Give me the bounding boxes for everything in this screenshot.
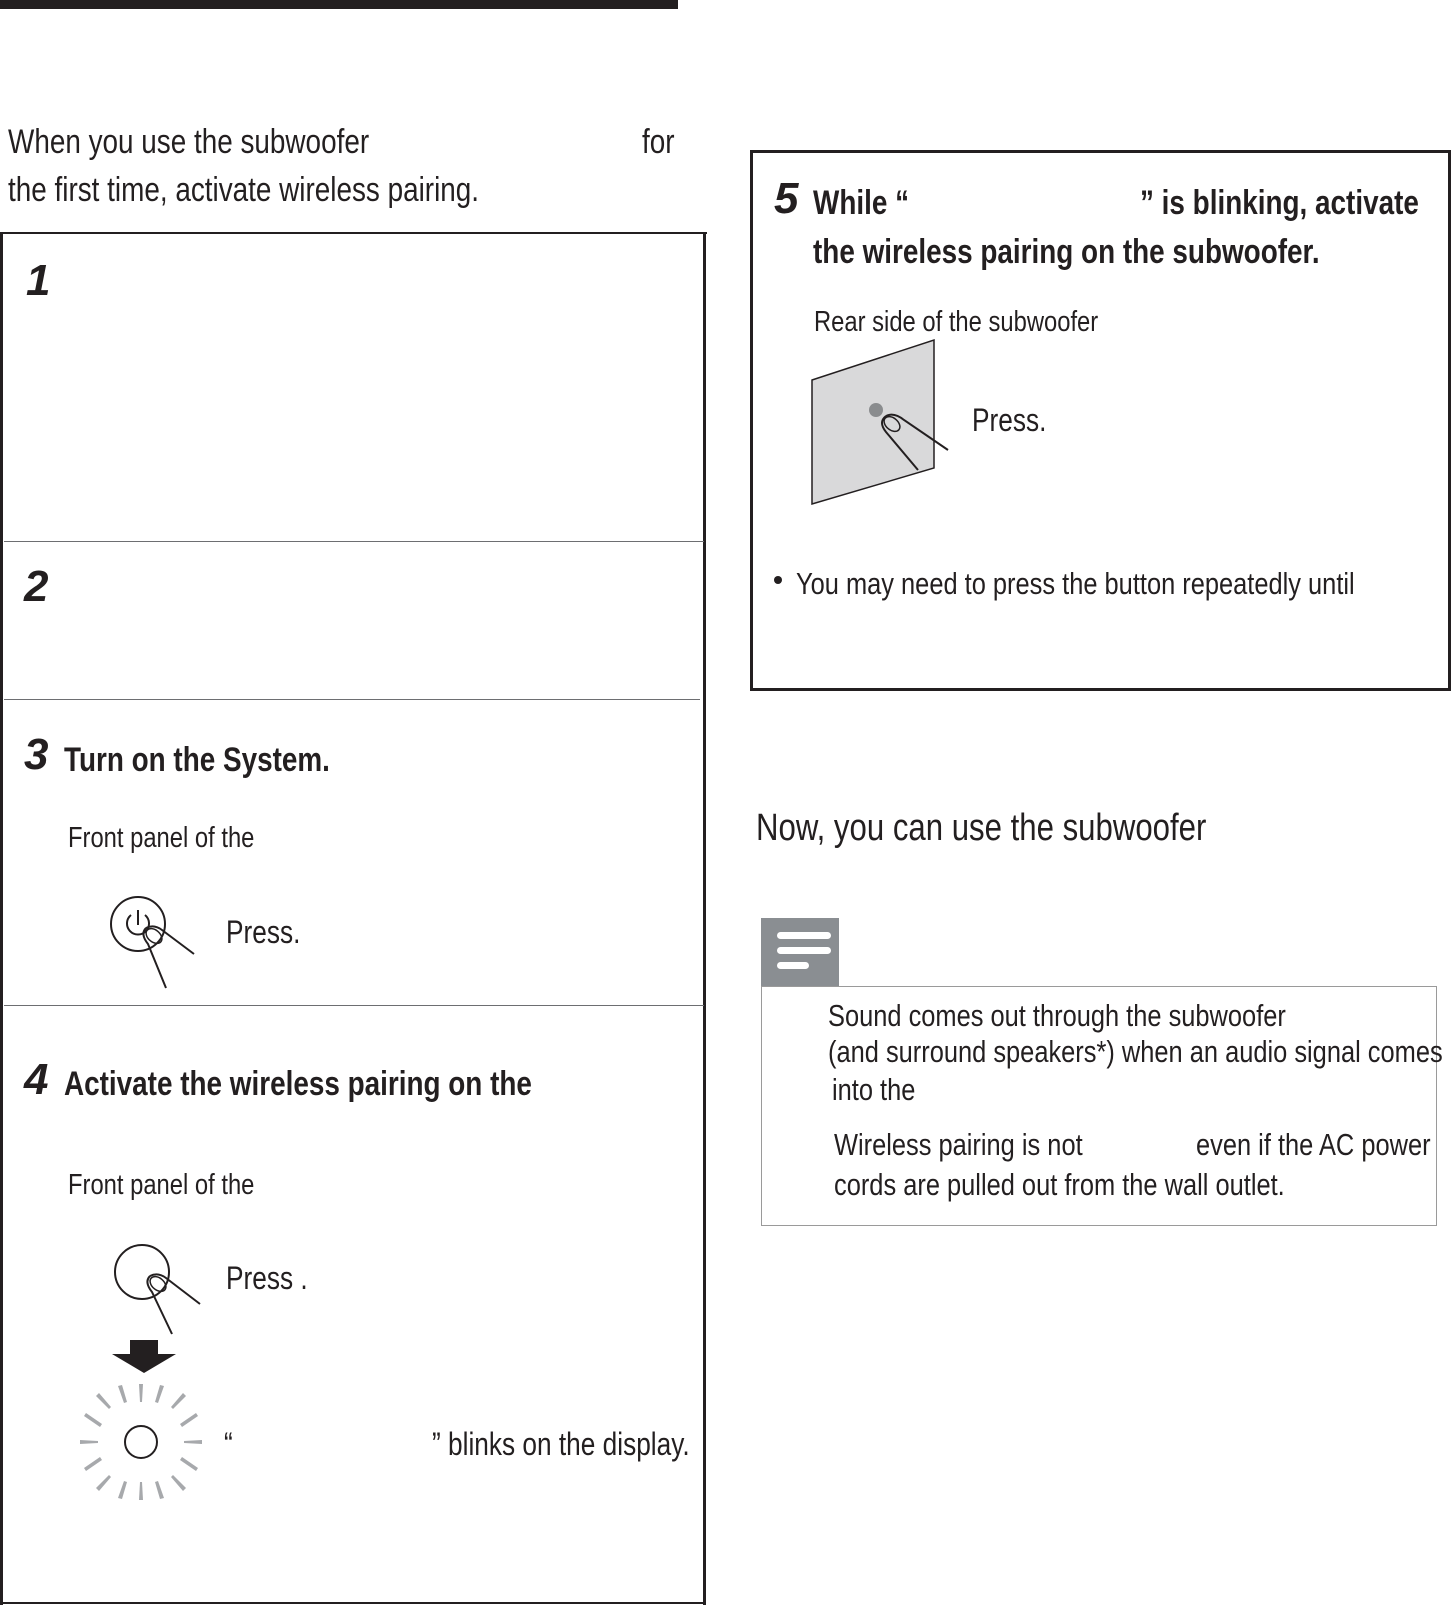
note-line-2: (and surround speakers*) when an audio signal comes — [828, 1034, 1443, 1069]
note-icon — [761, 918, 839, 986]
step-5-bullet: You may need to press the button repeatedly until — [796, 566, 1355, 601]
step-5-number: 5 — [774, 174, 799, 223]
step-4-press: Press . — [226, 1260, 308, 1296]
steps-bottom-rule — [0, 1602, 706, 1604]
step-4-blink-open-quote: “ — [224, 1426, 233, 1462]
subwoofer-rear-panel-icon — [810, 338, 950, 508]
top-rule — [0, 0, 678, 9]
note-line-5: cords are pulled out from the wall outlet. — [834, 1167, 1285, 1202]
step-5-title-a: While “ — [813, 184, 910, 222]
result-text: Now, you can use the subwoofer — [756, 807, 1207, 849]
step-5-caption: Rear side of the subwoofer — [814, 306, 1099, 338]
divider-2 — [4, 699, 700, 700]
step-3-number: 3 — [24, 730, 49, 779]
step-3-caption: Front panel of the — [68, 822, 255, 854]
step-1-number: 1 — [26, 256, 51, 305]
divider-1 — [4, 541, 704, 542]
step-3-title: Turn on the System. — [64, 741, 330, 779]
step-5-press: Press. — [972, 402, 1047, 438]
note-line-3: into the — [832, 1072, 916, 1107]
divider-3 — [4, 1005, 704, 1006]
note-line-4a: Wireless pairing is not — [834, 1127, 1083, 1162]
note-line-1: Sound comes out through the subwoofer — [828, 998, 1286, 1033]
bullet-dot — [774, 576, 782, 584]
step-4-caption: Front panel of the — [68, 1169, 255, 1201]
arrow-down-icon — [110, 1340, 178, 1374]
blinking-indicator-icon — [76, 1380, 206, 1510]
steps-top-rule — [0, 232, 707, 234]
note-line-4b: even if the AC power — [1196, 1127, 1431, 1162]
steps-left-rule — [0, 232, 3, 1605]
step-4-blink-text: ” blinks on the display. — [432, 1426, 690, 1462]
step-3-press: Press. — [226, 914, 301, 950]
step-2-number: 2 — [24, 562, 49, 611]
steps-right-rule — [703, 232, 706, 1605]
step-5-title-b: ” is blinking, activate — [1140, 184, 1419, 222]
intro-text: When you use the subwoofer the first time, activate wireless pairing. — [8, 123, 480, 209]
step-4-number: 4 — [24, 1055, 49, 1104]
intro-for: for — [642, 123, 675, 161]
step-4-title: Activate the wireless pairing on the — [64, 1065, 532, 1103]
power-button-press-icon — [104, 888, 204, 988]
step-5-title-c: the wireless pairing on the subwoofer. — [813, 233, 1320, 271]
pairing-button-press-icon — [110, 1238, 210, 1338]
